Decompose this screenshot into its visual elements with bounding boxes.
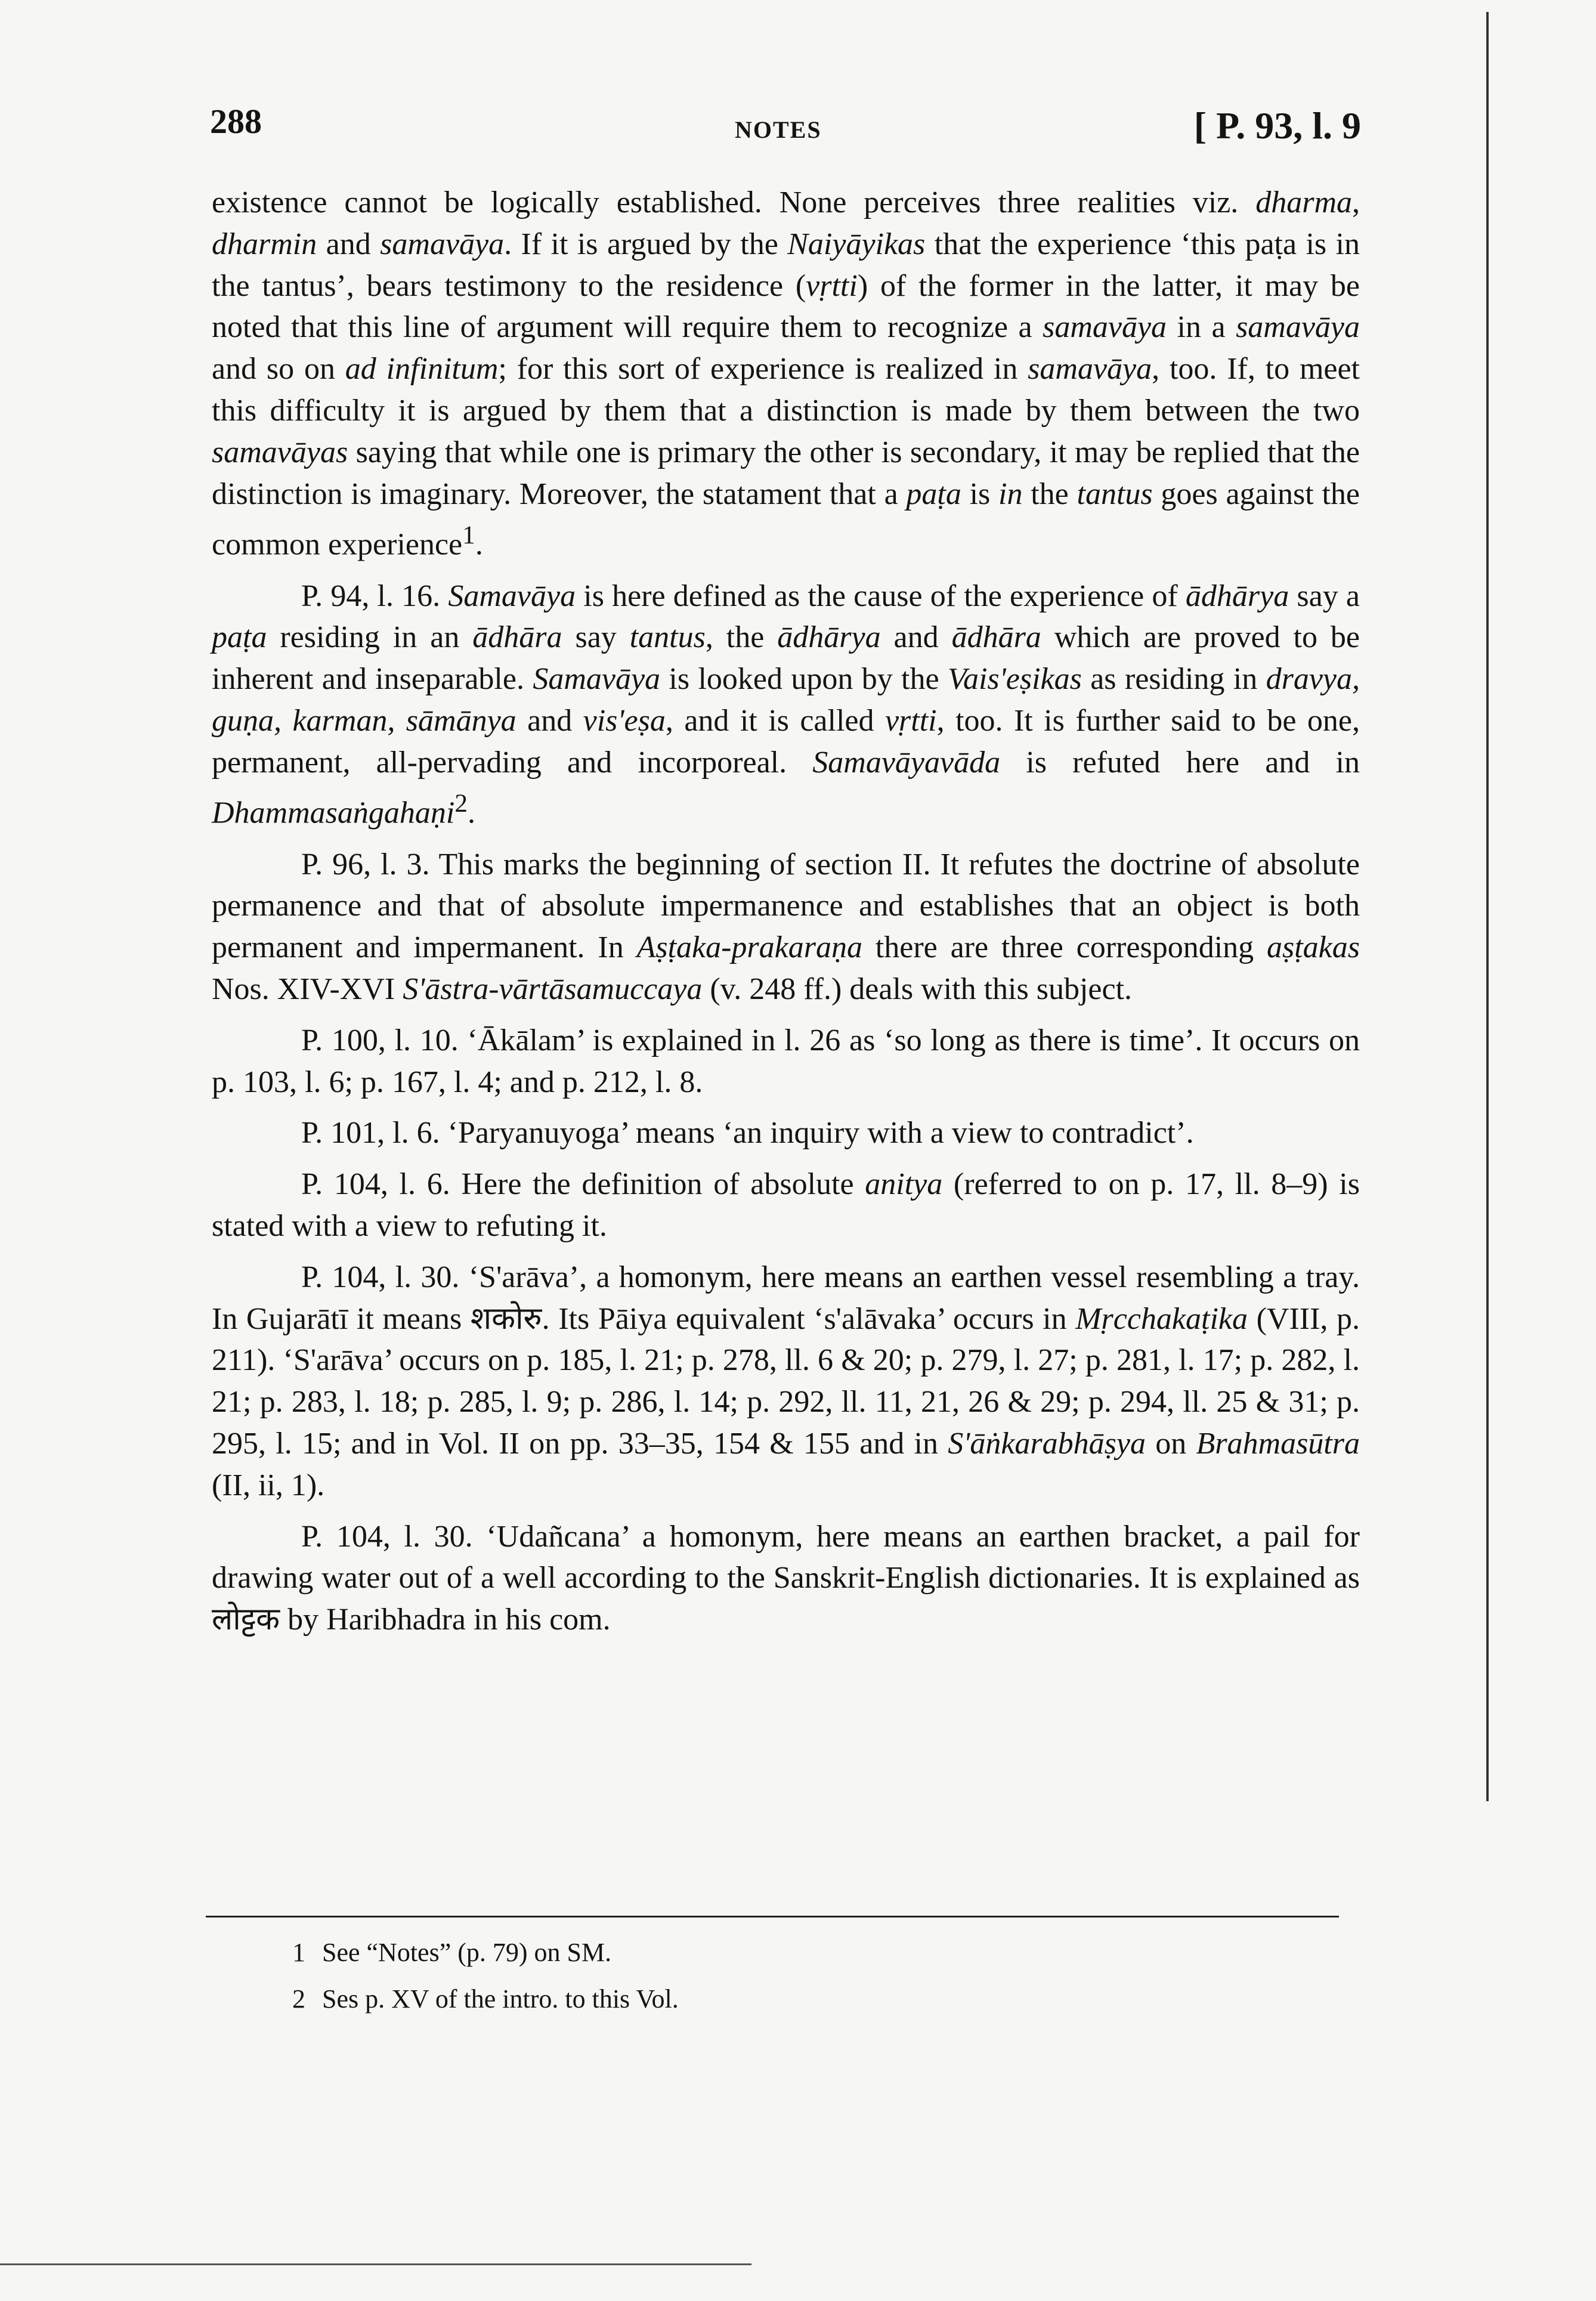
text-run: ; for this sort of experience is realized in [498,352,1028,386]
italic-term: ādhārya [777,620,881,655]
scan-bottom-line [0,2263,751,2265]
footnote-2 [292,1976,1306,2022]
italic-term: vṛtti [806,268,858,303]
paragraph-p-intro [212,182,1360,566]
footnote-number: 2 [292,1984,305,2014]
page-header [210,101,1361,167]
footnote-rule [206,1916,1339,1918]
text-run: P. 94, l. 16. [301,579,449,613]
text-run: Nos. XIV-XVI [212,972,403,1006]
italic-term: Vais'eṣikas [947,662,1082,697]
italic-term: samavāya [1028,352,1152,386]
italic-term: anitya [865,1167,943,1202]
italic-term: ādhāra [472,620,562,655]
text-run: , the [705,620,778,655]
italic-term: Samavāyavāda [812,745,1001,780]
paragraph-p-100-10 [212,1020,1360,1103]
paragraph-p-104-6 [212,1164,1360,1247]
text-run: (referred to on p. 17, ll. 8–9) is stated with a view to refuting it. [212,1167,1360,1243]
text-run: is looked upon by the [660,662,948,697]
italic-term: S'āṅkarabhāṣya [948,1426,1146,1461]
footnote-marker: 2 [454,789,468,818]
text-run: saying that while one is primary the other is secondary, it may be replied that the distinction is imaginary. Moreover, the statament that a [212,435,1360,511]
text-run: in a [1167,310,1236,345]
italic-term: Naiyāyikas [787,227,926,261]
text-run: , and it is called [665,703,885,738]
text-run: and [880,620,952,655]
text-run: P. 100, l. 10. ‘Ākālam’ is explained in l. 26 as ‘so long as there is time’. It occurs on p. 103, l. 6; p. 167, l. 4; and p. 212, l. 8. [212,1023,1360,1099]
italic-term: Aṣṭaka-prakaraṇa [636,930,862,965]
italic-term: vis'eṣa [583,703,666,738]
text-run: is here defined as the cause of the experience of [576,579,1186,613]
text-run: ) of the former in the latter, it may be noted that this line of argument will require them to recognize a [212,268,1360,345]
paragraph-p-104-30a [212,1257,1360,1507]
running-head: NOTES [735,116,822,143]
text-run: P. 104, l. 30. ‘Udañcana’ a homonym, here means an earthen bracket, a pail for drawing water out of a well according to the Sanskrit-English dictionaries. It is explained as लोट्टक by Haribhadra in his com. [212,1519,1360,1637]
italic-term: Mṛcchakaṭika [1075,1301,1248,1336]
italic-term: ad infinitum [345,352,499,386]
italic-term: paṭa [212,620,267,655]
italic-term: tantus [1077,477,1153,511]
italic-term: dravya, guṇa, karman, sāmānya [212,662,1360,738]
footnote-1 [292,1929,1306,1976]
italic-term: Dhammasaṅgahaṇi [212,796,455,830]
text-run: say a [1289,579,1360,613]
italic-term: samavāyas [212,435,348,469]
footnote-text: See “Notes” (p. 79) on SM. [322,1938,612,1967]
text-run: , [1352,185,1360,219]
italic-term: S'āstra-vārtāsamuccaya [403,972,703,1006]
text-run: and so on [212,352,345,386]
text-run: (VIII, p. 211). ‘S'arāva’ occurs on p. 185, l. 21; p. 278, ll. 6 & 20; p. 279, l. 27; p. 281, l. 17; p. 282, l. 21; p. 283, l. 18; p. 285, l. 9; p. 286, l. 14; p. 292, ll. 11, 21, 26 & 29; p. 294, ll. 25 & 31; p. 295, l. 15; and in Vol. II on pp. 33–35, 154 & 155 and in [212,1301,1360,1461]
italic-term: aṣṭakas [1266,930,1360,965]
italic-term: in [998,477,1023,511]
text-run: as residing in [1081,662,1266,697]
text-run: , too. If, to meet this difficulty it is argued by them that a distinction is made by them between the two [212,352,1360,428]
text-run: there are three corresponding [862,930,1267,965]
text-run: P. 101, l. 6. ‘Paryanuyoga’ means ‘an inquiry with a view to contradict’. [301,1116,1194,1150]
text-run: . [475,527,483,562]
text-run: residing in an [267,620,473,655]
paragraph-p-96-3 [212,844,1360,1010]
text-run: say [562,620,630,655]
text-run: (v. 248 ff.) deals with this subject. [702,972,1133,1006]
text-run: P. 96, l. 3. This marks the beginning of section II. It refutes the doctrine of absolute permanence and that of absolute impermanence and establishes that an object is both permanent and impermanent. In [212,847,1360,965]
text-run: which are proved to be inherent and inseparable. [212,620,1360,697]
italic-term: Samavāya [533,662,661,697]
text-run: goes against the common experience [212,477,1360,562]
text-run: on [1146,1426,1196,1461]
italic-term: paṭa [906,477,961,511]
paragraph-p-101-6 [212,1112,1360,1154]
paragraph-p-94-16 [212,576,1360,834]
page-edge-rule [1486,12,1489,1801]
text-run: and [317,227,381,261]
text-run: is refuted here and in [1000,745,1360,780]
text-run: that the experience ‘this paṭa is in the tantus’, bears testimony to the residence ( [212,227,1360,303]
page-reference: [ P. 93, l. 9 [1193,104,1361,147]
italic-term: ādhāra [951,620,1041,655]
italic-term: tantus [629,620,706,655]
text-run: the [1022,477,1077,511]
text-run: . [468,796,476,830]
text-run: P. 104, l. 6. Here the definition of absolute [301,1167,865,1202]
notes-body [212,182,1360,1650]
italic-term: dharmin [212,227,317,261]
text-run: (II, ii, 1). [212,1468,325,1502]
footnotes [292,1929,1306,2022]
italic-term: ādhārya [1185,579,1289,613]
italic-term: samavāya [380,227,505,261]
italic-term: Samavāya [448,579,576,613]
italic-term: samavāya [1043,310,1167,345]
text-run: , too. It is further said to be one, permanent, all-pervading and incorporeal. [212,703,1360,780]
text-run: and [516,703,583,738]
paragraph-p-104-30b [212,1516,1360,1641]
italic-term: dharma [1255,185,1352,219]
italic-term: vṛtti [884,703,937,738]
page-number: 288 [210,102,262,141]
italic-term: samavāya [1236,310,1360,345]
text-run: . If it is argued by the [504,227,788,261]
footnote-marker: 1 [462,521,475,550]
text-run: existence cannot be logically established. None perceives three realities viz. [212,185,1256,219]
text-run: P. 104, l. 30. ‘S'arāva’, a homonym, here means an earthen vessel resembling a tray. In Gujarātī it means शकोरु. Its Pāiya equivalent ‘s'alāvaka’ occurs in [212,1260,1360,1336]
italic-term: Brahmasūtra [1196,1426,1360,1461]
footnote-number: 1 [292,1938,305,1967]
footnote-text: Ses p. XV of the intro. to this Vol. [322,1984,679,2014]
text-run: is [961,477,999,511]
